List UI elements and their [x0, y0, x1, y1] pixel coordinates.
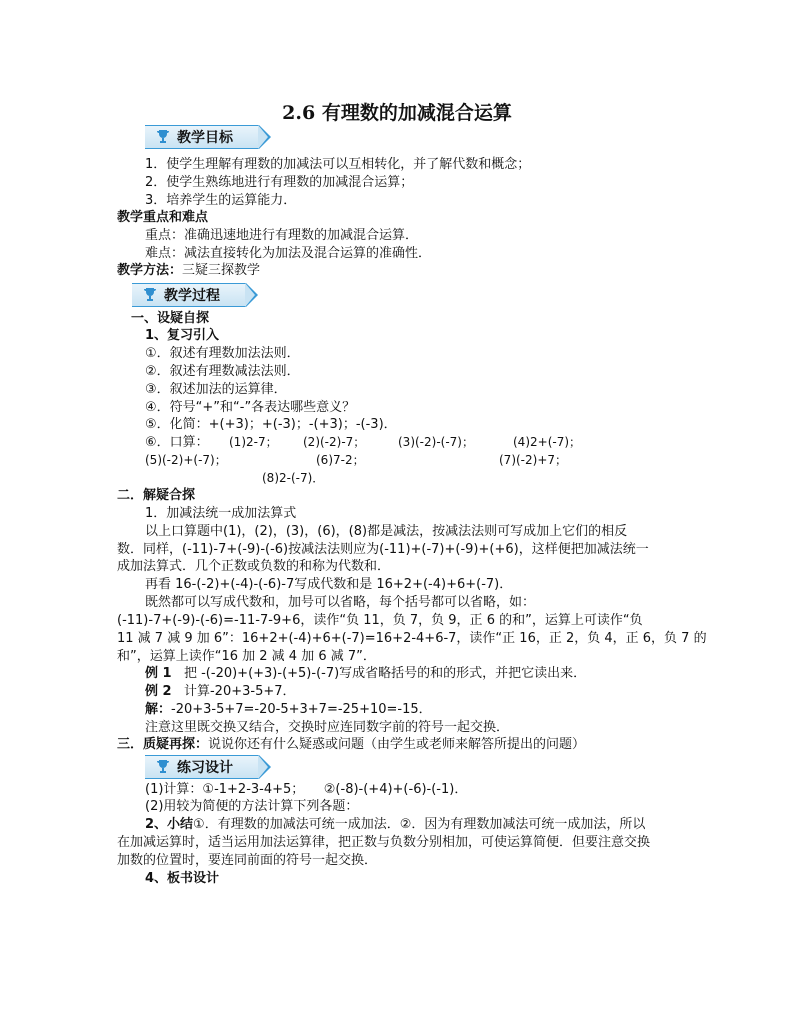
- method-text: 三疑三探教学: [182, 263, 261, 278]
- section-3-title: 三．质疑再探：: [117, 737, 209, 752]
- review-3: ③．叙述加法的运算律．: [145, 382, 287, 397]
- paragraph-3-line: 11 减 7 减 9 加 6”：16+2+(-4)+6+(-7)=16+2-4+6-7，读作“正 16，正 2，负 4，正 6，负 7 的: [117, 631, 707, 646]
- example-2-text: 计算-20+3-5+7．: [183, 684, 296, 699]
- example-2: [145, 683, 296, 700]
- paragraph-1-line: 数．同样，(-11)-7+(-9)-(-6)按减法法则应为(-11)+(-7)+(-9)+(+6)，这样便把加减法统一: [117, 542, 649, 557]
- summary-line: 在加减运算时，适当运用加法运算律，把正数与负数分别相加，可使运算简便．但要注意交换: [117, 835, 651, 850]
- section-2-subtitle: 1．加减法统一成加法算式: [145, 506, 297, 521]
- review-1: ①．叙述有理数加法法则．: [145, 346, 300, 361]
- banner-label: 教学目标: [177, 130, 233, 146]
- section-2-title: 二．解疑合探: [117, 488, 196, 503]
- oral-item: (8)2-(-7)．: [262, 471, 325, 485]
- oral-item: (6)7-2；: [316, 453, 365, 467]
- oral-item: (2)(-2)-7；: [303, 435, 366, 449]
- goal-3: 3．培养学生的运算能力．: [145, 193, 297, 208]
- review-2: ②．叙述有理数减法法则．: [145, 364, 300, 379]
- oral-item: (3)(-2)-(-7)；: [398, 435, 474, 449]
- board-design: 4、板书设计: [145, 871, 220, 886]
- banner-label: 练习设计: [177, 760, 233, 776]
- paragraph-3-line: (-11)-7+(-9)-(-6)=-11-7-9+6，读作“负 11，负 7，负 9，正 6 的和”，运算上可读作“负: [117, 613, 643, 628]
- difficulty: 难点：减法直接转化为加法及混合运算的准确性．: [145, 246, 432, 261]
- section-banner-practice: [145, 755, 271, 777]
- example-1-label: 例 1: [145, 666, 172, 681]
- practice-1: (1)计算：①-1+2-3-4+5； ②(-8)-(+4)+(-6)-(-1)．: [145, 782, 468, 797]
- summary-line-1: [145, 816, 645, 833]
- review-5: ⑤．化简：+(+3)；+(-3)；-(+3)；-(-3)．: [145, 417, 397, 432]
- key-point: 重点：准确迅速地进行有理数的加减混合运算．: [145, 228, 419, 243]
- trophy-icon: [155, 758, 171, 774]
- summary-line: 加数的位置时，要连同前面的符号一起交换．: [117, 853, 378, 868]
- paragraph-1-line: 成加法算式．几个正数或负数的和称为代数和．: [117, 559, 391, 574]
- page-title: 2.6 有理数的加减混合运算: [282, 102, 512, 124]
- section-banner-process: [132, 283, 258, 305]
- paragraph-3-line: 和”，运算上读作“16 加 2 减 4 加 6 减 7”．: [117, 649, 376, 664]
- solution-text: -20+3-5+7=-20-5+3+7=-25+10=-15．: [171, 702, 432, 717]
- section-1-title: 一、设疑自探: [131, 311, 210, 326]
- oral-item: (7)(-2)+7；: [499, 453, 568, 467]
- oral-item: (4)2+(-7)；: [513, 435, 582, 449]
- trophy-icon: [142, 286, 158, 302]
- paragraph-2: 再看 16-(-2)+(-4)-(-6)-7写成代数和是 16+2+(-4)+6+(-7)．: [145, 577, 513, 592]
- note-visible: 注意这里既交换又结合，交换时应连同数字前的符号一起交换．: [145, 720, 510, 735]
- oral-label: ⑥．口算：: [145, 435, 209, 450]
- solution-line: [145, 701, 432, 718]
- solution-label-inline: 解：: [145, 702, 172, 717]
- goal-1: 1．使学生理解有理数的加减法可以互相转化，并了解代数和概念；: [145, 157, 531, 172]
- section-3: [117, 736, 585, 753]
- section-banner-goals: [145, 125, 271, 147]
- summary-text: ①．有理数的加减法可统一成加法．②．因为有理数加减法可统一成加法，所以: [193, 817, 646, 832]
- oral-item: (5)(-2)+(-7)；: [145, 453, 227, 467]
- section-1-subtitle: 1、复习引入: [145, 328, 220, 343]
- goal-2: 2．使学生熟练地进行有理数的加减混合运算；: [145, 175, 414, 190]
- example-2-label: 例 2: [145, 684, 172, 699]
- trophy-icon: [155, 128, 171, 144]
- example-1: [145, 665, 586, 682]
- review-4: ④．符号“+”和“-”各表达哪些意义？: [145, 400, 356, 415]
- paragraph-1-line: 以上口算题中(1)，(2)，(3)，(6)，(8)都是减法，按减法法则可写成加上它们的相反: [145, 524, 628, 539]
- paragraph-3-line: 既然都可以写成代数和，加号可以省略，每个括号都可以省略，如：: [145, 595, 536, 610]
- oral-item: (1)2-7；: [229, 435, 278, 449]
- banner-label: 教学过程: [164, 288, 220, 304]
- section-3-text: 说说你还有什么疑惑或问题（由学生或老师来解答所提出的问题）: [208, 737, 586, 752]
- practice-2: (2)用较为简便的方法计算下列各题：: [145, 799, 359, 814]
- example-1-text: 把 -(-20)+(+3)-(+5)-(-7)写成省略括号的和的形式，并把它读出来．: [183, 666, 587, 681]
- method: [117, 262, 260, 279]
- method-label: 教学方法：: [117, 263, 183, 278]
- key-heading: 教学重点和难点: [117, 210, 209, 225]
- summary-label: 2、小结: [145, 817, 194, 832]
